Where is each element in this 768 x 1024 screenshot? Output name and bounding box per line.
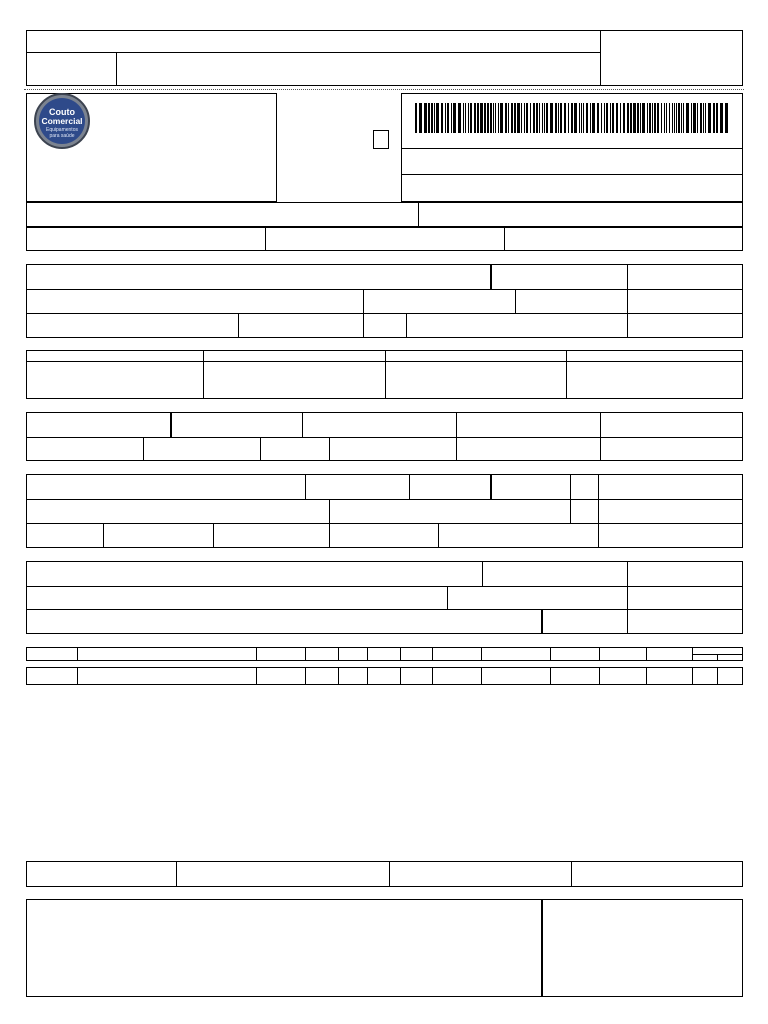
barcode-bar: [713, 103, 715, 133]
barcode-bar: [434, 103, 435, 133]
products-row: [26, 667, 743, 685]
barcode-bar: [484, 103, 486, 133]
products-column-divider: [717, 667, 718, 685]
barcode-bar: [451, 103, 452, 133]
barcode-bar: [623, 103, 625, 133]
transport-row: [26, 523, 743, 524]
products-column-divider: [338, 667, 339, 685]
barcode-bar: [468, 103, 469, 133]
products-column-divider: [305, 647, 306, 661]
tax-divider: [143, 437, 144, 461]
tax-row: [26, 437, 743, 438]
issqn-row: [26, 609, 743, 610]
barcode-bar: [511, 103, 513, 133]
recipient-divider: [363, 289, 364, 313]
barcode-bar: [487, 103, 489, 133]
barcode-bar: [564, 103, 566, 133]
barcode-bar: [579, 103, 580, 133]
products-column-divider: [646, 647, 647, 661]
transport-divider: [103, 523, 104, 548]
barcode-bar: [610, 103, 611, 133]
barcode-bar: [490, 103, 492, 133]
state-registration-field: [26, 227, 266, 251]
products-column-divider: [432, 667, 433, 685]
barcode-bar: [424, 103, 427, 133]
products-column-divider: [400, 667, 401, 685]
additional-info-box: [26, 899, 743, 997]
barcode-bar: [498, 103, 499, 133]
products-column-divider: [367, 667, 368, 685]
barcode-bar: [526, 103, 528, 133]
recipient-divider: [490, 264, 492, 289]
products-header: [26, 647, 743, 661]
billing-divider: [203, 350, 204, 399]
barcode-bar: [708, 103, 711, 133]
barcode-bar: [480, 103, 483, 133]
barcode-bar: [691, 103, 692, 133]
barcode-bar: [581, 103, 582, 133]
barcode-bar: [678, 103, 680, 133]
barcode-bar: [555, 103, 557, 133]
additional-info-divider: [571, 861, 572, 887]
barcode-bar: [539, 103, 540, 133]
barcode-bar: [544, 103, 545, 133]
barcode-bar: [447, 103, 449, 133]
company-logo: [30, 93, 94, 149]
logo-text-4: para saúde: [49, 133, 75, 139]
barcode-bar: [463, 103, 464, 133]
transport-divider: [598, 474, 599, 548]
access-key-divider: [401, 148, 743, 149]
issqn-divider: [541, 609, 543, 634]
transport-box: [26, 474, 743, 548]
billing-divider: [385, 350, 386, 399]
access-key-divider: [401, 174, 743, 175]
cut-line: [24, 89, 744, 90]
barcode-bar: [640, 103, 641, 133]
barcode-bar: [686, 103, 689, 133]
barcode-bar: [616, 103, 618, 133]
barcode-bar: [592, 103, 595, 133]
barcode-bar: [436, 103, 439, 133]
barcode: [413, 103, 729, 133]
barcode-bar: [574, 103, 577, 133]
products-column-divider: [692, 647, 693, 661]
additional-info-header: [26, 861, 743, 887]
logo-text-2: Comercial: [41, 116, 83, 126]
barcode-bar: [630, 103, 632, 133]
products-column-divider: [400, 647, 401, 661]
issqn-row: [26, 586, 743, 587]
barcode-bar: [664, 103, 665, 133]
barcode-bar: [514, 103, 516, 133]
products-column-divider: [599, 647, 600, 661]
recipient-row: [26, 313, 743, 314]
barcode-bar: [612, 103, 614, 133]
products-column-divider: [338, 647, 339, 661]
barcode-bar: [720, 103, 723, 133]
products-column-divider: [646, 667, 647, 685]
logo-text-3: Equipamentos: [46, 127, 78, 133]
barcode-bar: [586, 103, 588, 133]
barcode-bar: [700, 103, 702, 133]
recipient-divider: [363, 313, 364, 338]
products-column-divider: [432, 647, 433, 661]
barcode-bar: [654, 103, 656, 133]
barcode-bar: [558, 103, 559, 133]
state-registration-substitute-field: [265, 227, 505, 251]
transport-row: [26, 499, 743, 500]
barcode-bar: [666, 103, 667, 133]
transport-divider: [305, 474, 306, 499]
barcode-bar: [465, 103, 466, 133]
products-column-divider: [599, 667, 600, 685]
barcode-bar: [495, 103, 496, 133]
barcode-bar: [530, 103, 531, 133]
barcode-bar: [453, 103, 456, 133]
products-column-divider: [717, 654, 718, 661]
transport-divider: [409, 474, 410, 499]
additional-info-divider: [389, 861, 390, 887]
issqn-divider: [627, 561, 628, 634]
products-column-divider: [550, 647, 551, 661]
products-column-divider: [305, 667, 306, 685]
barcode-bar: [571, 103, 573, 133]
issqn-box: [26, 561, 743, 634]
billing-divider: [566, 350, 567, 399]
operation-nature-field: [26, 202, 419, 227]
receipt-stub: [26, 30, 743, 86]
barcode-bar: [601, 103, 602, 133]
barcode-bar: [441, 103, 443, 133]
barcode-bar: [672, 103, 673, 133]
barcode-bar: [604, 103, 605, 133]
barcode-bar: [419, 103, 422, 133]
transport-divider: [329, 499, 330, 548]
barcode-bar: [458, 103, 461, 133]
barcode-bar: [524, 103, 525, 133]
barcode-bar: [674, 103, 675, 133]
receipt-divider: [600, 30, 601, 86]
barcode-bar: [568, 103, 569, 133]
products-column-divider: [256, 667, 257, 685]
recipient-divider: [238, 313, 239, 338]
logo-text-1: Couto: [49, 107, 75, 117]
transport-divider: [213, 523, 214, 548]
barcode-bar: [521, 103, 522, 133]
tax-divider: [600, 412, 601, 461]
entry-exit-checkbox[interactable]: [373, 130, 389, 149]
barcode-bar: [493, 103, 494, 133]
products-column-divider: [77, 667, 78, 685]
tax-divider: [456, 412, 457, 461]
barcode-bar: [536, 103, 538, 133]
barcode-bar: [642, 103, 645, 133]
barcode-bar: [606, 103, 608, 133]
products-column-divider: [550, 667, 551, 685]
barcode-bar: [703, 103, 704, 133]
products-column-divider: [256, 647, 257, 661]
barcode-bar: [647, 103, 648, 133]
protocol-field: [418, 202, 743, 227]
barcode-bar: [560, 103, 562, 133]
barcode-bar: [649, 103, 651, 133]
transport-divider: [490, 474, 492, 499]
barcode-bar: [683, 103, 684, 133]
barcode-bar: [445, 103, 446, 133]
barcode-bar: [597, 103, 599, 133]
barcode-bar: [637, 103, 639, 133]
transport-divider: [570, 474, 571, 523]
barcode-bar: [474, 103, 476, 133]
barcode-bar: [583, 103, 584, 133]
recipient-divider: [627, 264, 628, 338]
barcode-bar: [657, 103, 659, 133]
barcode-bar: [546, 103, 548, 133]
additional-info-divider: [176, 861, 177, 887]
barcode-bar: [533, 103, 535, 133]
barcode-bar: [676, 103, 677, 133]
barcode-bar: [693, 103, 696, 133]
barcode-bar: [633, 103, 636, 133]
barcode-bar: [550, 103, 553, 133]
barcode-bar: [669, 103, 670, 133]
receipt-divider: [116, 52, 117, 86]
barcode-bar: [716, 103, 718, 133]
barcode-bar: [705, 103, 706, 133]
issqn-divider: [482, 561, 483, 586]
barcode-bar: [697, 103, 698, 133]
barcode-bar: [505, 103, 507, 133]
barcode-bar: [627, 103, 629, 133]
recipient-box: [26, 264, 743, 338]
products-column-divider: [481, 667, 482, 685]
barcode-bar: [542, 103, 543, 133]
barcode-bar: [652, 103, 653, 133]
cnpj-field: [504, 227, 743, 251]
recipient-divider: [515, 289, 516, 313]
barcode-bar: [428, 103, 430, 133]
recipient-divider: [406, 313, 407, 338]
barcode-bar: [415, 103, 417, 133]
barcode-bar: [517, 103, 520, 133]
transport-divider: [438, 523, 439, 548]
products-column-divider: [481, 647, 482, 661]
additional-info-divider: [541, 899, 543, 997]
tax-divider: [329, 437, 330, 461]
barcode-bar: [500, 103, 503, 133]
products-column-divider: [77, 647, 78, 661]
barcode-bar: [681, 103, 682, 133]
receipt-divider: [26, 52, 600, 53]
tax-divider: [260, 437, 261, 461]
barcode-bar: [620, 103, 621, 133]
barcode-bar: [477, 103, 479, 133]
barcode-bar: [508, 103, 509, 133]
barcode-bar: [590, 103, 591, 133]
issqn-divider: [447, 586, 448, 609]
recipient-row: [26, 289, 743, 290]
products-column-divider: [367, 647, 368, 661]
barcode-bar: [661, 103, 662, 133]
tax-divider: [302, 412, 303, 437]
barcode-bar: [470, 103, 472, 133]
barcode-bar: [725, 103, 728, 133]
tax-divider: [170, 412, 172, 437]
products-column-divider: [692, 667, 693, 685]
barcode-bar: [431, 103, 433, 133]
